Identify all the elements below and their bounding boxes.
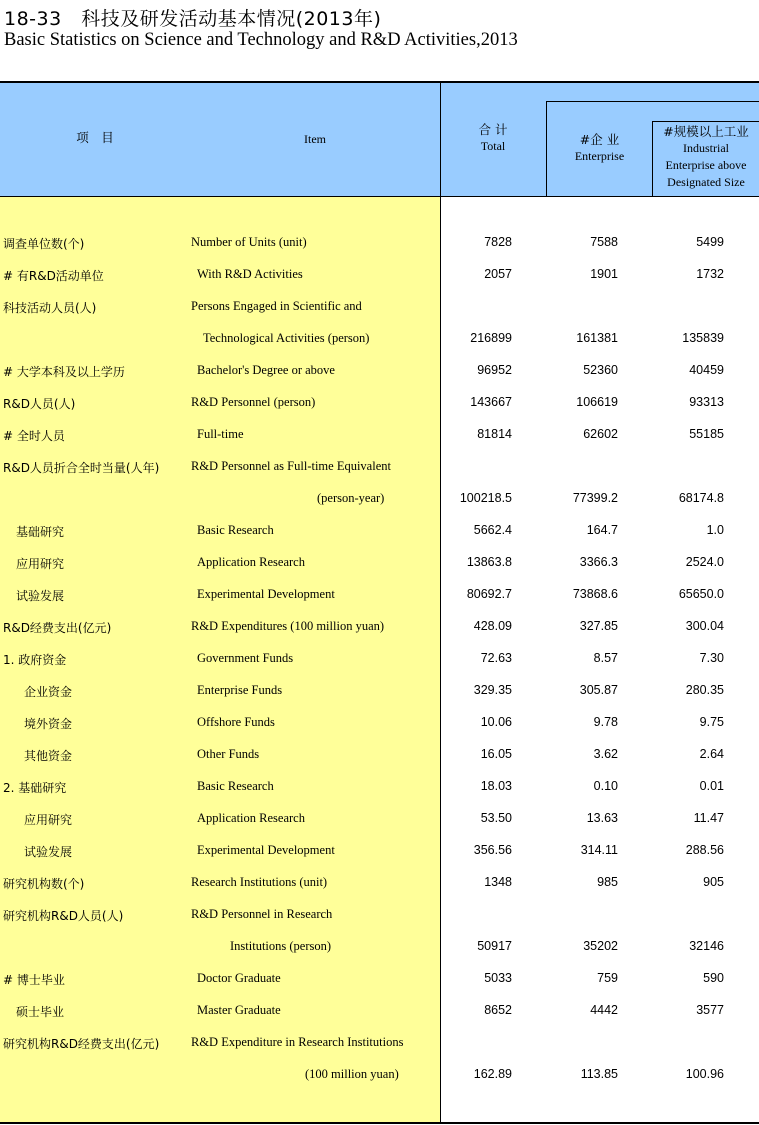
row-label-cn: 研究机构R&D人员(人) <box>3 909 124 923</box>
row-label-en: Experimental Development <box>197 587 335 601</box>
row-label-en: Basic Research <box>197 523 274 537</box>
table-row <box>0 293 759 325</box>
row-label-cn: # 有R&D活动单位 <box>3 269 104 283</box>
cell-enterprise: 0.10 <box>593 779 618 793</box>
table-row <box>0 261 759 293</box>
table-row <box>0 453 759 485</box>
table-row <box>0 997 759 1029</box>
cell-industrial: 55185 <box>689 427 724 441</box>
cell-total: 7828 <box>484 235 512 249</box>
row-label-cn: R&D经费支出(亿元) <box>3 621 112 635</box>
row-label-cn: 研究机构数(个) <box>3 877 85 891</box>
row-label-en: Doctor Graduate <box>197 971 281 985</box>
row-label-en: Full-time <box>197 427 244 441</box>
cell-total: 96952 <box>477 363 512 377</box>
cell-total: 329.35 <box>473 683 512 697</box>
cell-enterprise: 164.7 <box>586 523 618 537</box>
header-total: 合 计 Total <box>478 122 508 153</box>
cell-total: 356.56 <box>473 843 512 857</box>
cell-total: 2057 <box>484 267 512 281</box>
cell-total: 428.09 <box>473 619 512 633</box>
row-label-cn: 境外资金 <box>24 717 73 731</box>
cell-industrial: 135839 <box>682 331 724 345</box>
cell-enterprise: 52360 <box>583 363 618 377</box>
row-label-cn: # 大学本科及以上学历 <box>3 365 125 379</box>
header-separator <box>0 196 759 197</box>
row-label-en: R&D Personnel as Full-time Equivalent <box>191 459 391 473</box>
table-row <box>0 773 759 805</box>
industrial-header-rule <box>652 121 759 122</box>
row-label-en: Technological Activities (person) <box>203 331 370 345</box>
row-label-cn: 应用研究 <box>16 557 65 571</box>
row-label-en: Other Funds <box>197 747 260 761</box>
row-label-en: Number of Units (unit) <box>191 235 307 249</box>
enterprise-header-divider <box>546 101 547 196</box>
cell-enterprise: 327.85 <box>579 619 618 633</box>
row-label-cn: 应用研究 <box>24 813 73 827</box>
cell-total: 1348 <box>484 875 512 889</box>
cell-industrial: 300.04 <box>685 619 724 633</box>
row-label-en: R&D Personnel (person) <box>191 395 316 409</box>
cell-enterprise: 3366.3 <box>579 555 618 569</box>
row-label-en: Basic Research <box>197 779 274 793</box>
row-label-en: Government Funds <box>197 651 294 665</box>
table-row <box>0 645 759 677</box>
header-item-en: Item <box>304 132 326 146</box>
table-row <box>0 933 759 965</box>
row-label-cn: 2. 基础研究 <box>3 781 67 795</box>
row-label-en: Offshore Funds <box>197 715 275 729</box>
cell-total: 5033 <box>484 971 512 985</box>
cell-total: 5662.4 <box>473 523 512 537</box>
cell-enterprise: 13.63 <box>586 811 618 825</box>
row-label-en: Master Graduate <box>197 1003 281 1017</box>
row-label-cn: 科技活动人员(人) <box>3 301 97 315</box>
cell-industrial: 2.64 <box>699 747 724 761</box>
cell-industrial: 93313 <box>689 395 724 409</box>
table-row <box>0 1061 759 1093</box>
cell-total: 50917 <box>477 939 512 953</box>
cell-industrial: 280.35 <box>685 683 724 697</box>
cell-enterprise: 106619 <box>576 395 618 409</box>
table-row <box>0 1029 759 1061</box>
row-label-en: R&D Personnel in Research <box>191 907 333 921</box>
header-industrial: #规模以上工业 Industrial Enterprise above Designated Size <box>663 124 749 189</box>
table-row <box>0 581 759 613</box>
cell-industrial: 590 <box>703 971 724 985</box>
row-label-cn: 试验发展 <box>24 845 73 859</box>
row-label-cn: 调查单位数(个) <box>3 237 85 251</box>
cell-enterprise: 73868.6 <box>572 587 618 601</box>
cell-industrial: 40459 <box>689 363 724 377</box>
row-label-cn: 基础研究 <box>16 525 65 539</box>
cell-enterprise: 985 <box>597 875 618 889</box>
cell-enterprise: 161381 <box>576 331 618 345</box>
bottom-rule <box>0 1122 759 1124</box>
table-row <box>0 421 759 453</box>
cell-total: 100218.5 <box>459 491 512 505</box>
cell-industrial: 100.96 <box>685 1067 724 1081</box>
row-label-cn: 1. 政府资金 <box>3 653 67 667</box>
table-row <box>0 485 759 517</box>
enterprise-header-rule <box>546 101 759 102</box>
row-label-en: Persons Engaged in Scientific and <box>191 299 362 313</box>
cell-enterprise: 305.87 <box>579 683 618 697</box>
row-label-en: Enterprise Funds <box>197 683 283 697</box>
row-label-en: Application Research <box>197 555 305 569</box>
table-row <box>0 549 759 581</box>
cell-total: 18.03 <box>480 779 512 793</box>
cell-total: 16.05 <box>480 747 512 761</box>
cell-total: 13863.8 <box>466 555 512 569</box>
row-label-cn: R&D人员(人) <box>3 397 76 411</box>
cell-enterprise: 77399.2 <box>572 491 618 505</box>
cell-enterprise: 9.78 <box>593 715 618 729</box>
cell-total: 8652 <box>484 1003 512 1017</box>
row-label-cn: 企业资金 <box>24 685 73 699</box>
cell-enterprise: 8.57 <box>593 651 618 665</box>
table-row <box>0 901 759 933</box>
cell-total: 216899 <box>470 331 512 345</box>
row-label-en: R&D Expenditure in Research Institutions <box>191 1035 404 1049</box>
table-row <box>0 741 759 773</box>
row-label-en: With R&D Activities <box>197 267 303 281</box>
row-label-cn: 其他资金 <box>24 749 73 763</box>
row-label-cn: 试验发展 <box>16 589 65 603</box>
table-row <box>0 357 759 389</box>
cell-industrial: 7.30 <box>699 651 724 665</box>
cell-industrial: 32146 <box>689 939 724 953</box>
table-row <box>0 229 759 261</box>
table-row <box>0 325 759 357</box>
cell-enterprise: 759 <box>597 971 618 985</box>
row-label-en: Institutions (person) <box>230 939 332 953</box>
cell-total: 81814 <box>477 427 512 441</box>
cell-total: 10.06 <box>480 715 512 729</box>
cell-industrial: 65650.0 <box>678 587 724 601</box>
cell-industrial: 9.75 <box>699 715 724 729</box>
row-label-en: R&D Expenditures (100 million yuan) <box>191 619 385 633</box>
row-label-en: (100 million yuan) <box>305 1067 399 1081</box>
row-label-cn: 研究机构R&D经费支出(亿元) <box>3 1037 160 1051</box>
cell-enterprise: 62602 <box>583 427 618 441</box>
table-title-en: Basic Statistics on Science and Technology and R&D Activities,2013 <box>4 30 518 50</box>
row-label-en: (person-year) <box>317 491 385 505</box>
cell-enterprise: 1901 <box>590 267 618 281</box>
row-label-en: Experimental Development <box>197 843 335 857</box>
cell-industrial: 0.01 <box>699 779 724 793</box>
row-label-en: Research Institutions (unit) <box>191 875 328 889</box>
header-item-cn: 项 目 <box>76 130 114 145</box>
table-row <box>0 709 759 741</box>
cell-industrial: 905 <box>703 875 724 889</box>
row-label-cn: R&D人员折合全时当量(人年) <box>3 461 160 475</box>
cell-total: 80692.7 <box>466 587 512 601</box>
top-rule <box>0 81 759 83</box>
industrial-header-divider <box>652 121 653 196</box>
row-label-en: Application Research <box>197 811 305 825</box>
cell-industrial: 68174.8 <box>678 491 724 505</box>
row-label-cn: # 博士毕业 <box>3 973 65 987</box>
row-label-cn: 硕士毕业 <box>16 1005 65 1019</box>
cell-industrial: 11.47 <box>693 811 724 825</box>
table-title-cn: 18-33 科技及研发活动基本情况(2013年) <box>4 8 382 30</box>
cell-total: 53.50 <box>480 811 512 825</box>
cell-industrial: 1732 <box>696 267 724 281</box>
row-label-en: Bachelor's Degree or above <box>197 363 335 377</box>
table-row <box>0 869 759 901</box>
cell-industrial: 2524.0 <box>685 555 724 569</box>
cell-industrial: 1.0 <box>706 523 724 537</box>
cell-industrial: 3577 <box>696 1003 724 1017</box>
cell-industrial: 5499 <box>696 235 724 249</box>
table-row <box>0 677 759 709</box>
cell-enterprise: 314.11 <box>580 843 618 857</box>
table-row <box>0 837 759 869</box>
table-row <box>0 613 759 645</box>
table-row <box>0 805 759 837</box>
table-row <box>0 965 759 997</box>
cell-total: 72.63 <box>480 651 512 665</box>
cell-industrial: 288.56 <box>685 843 724 857</box>
cell-enterprise: 7588 <box>590 235 618 249</box>
cell-enterprise: 3.62 <box>593 747 618 761</box>
statistics-table <box>0 81 759 1125</box>
header-enterprise: #企 业 Enterprise <box>574 132 625 163</box>
table-row <box>0 389 759 421</box>
cell-enterprise: 113.85 <box>580 1067 618 1081</box>
cell-enterprise: 35202 <box>583 939 618 953</box>
row-label-cn: # 全时人员 <box>3 429 65 443</box>
table-row <box>0 517 759 549</box>
cell-total: 162.89 <box>473 1067 512 1081</box>
cell-total: 143667 <box>470 395 512 409</box>
cell-enterprise: 4442 <box>590 1003 618 1017</box>
